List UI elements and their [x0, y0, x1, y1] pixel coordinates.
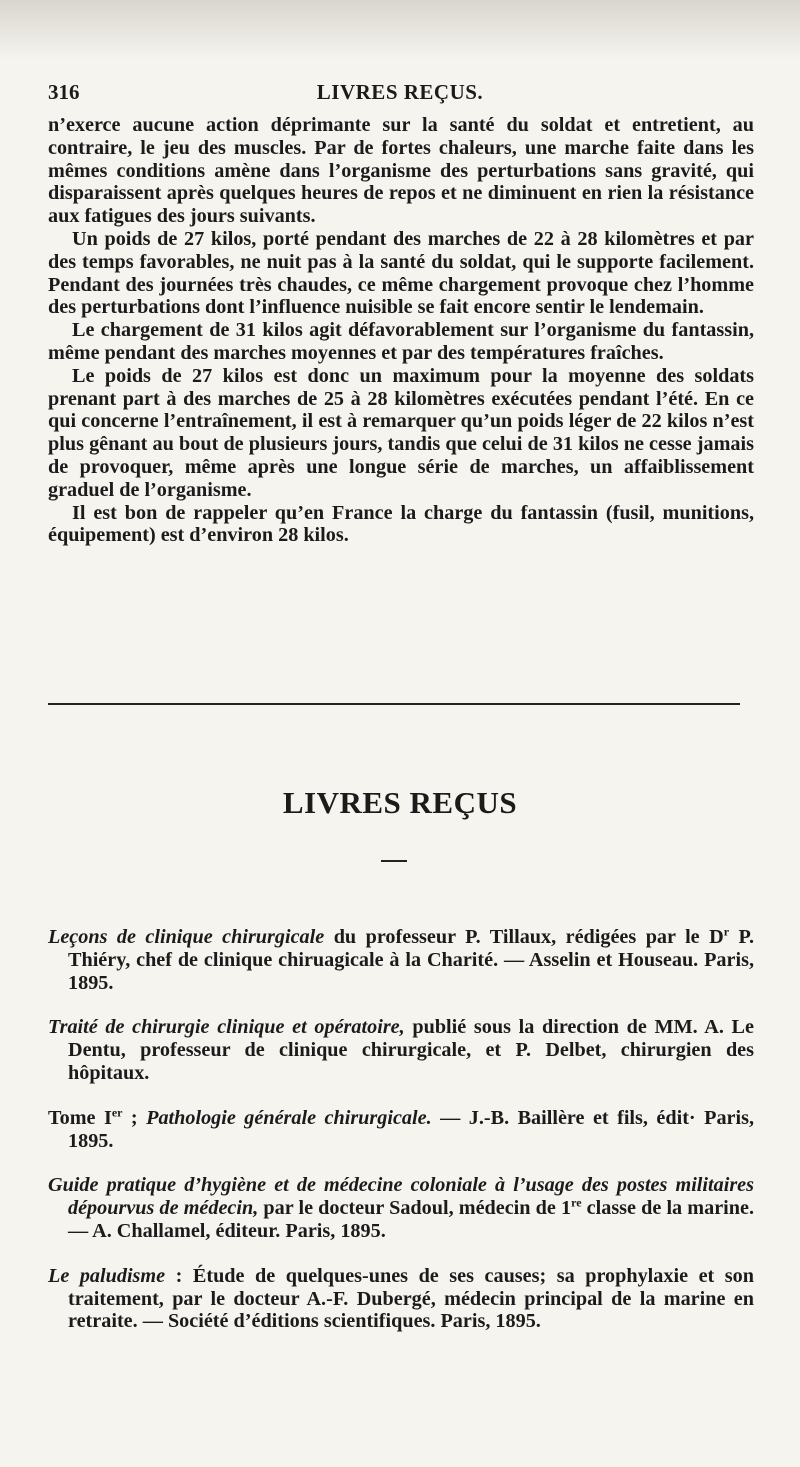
book-title: Le paludisme: [48, 1264, 166, 1287]
book-details: P. Thiéry, chef de clinique chiruagicale à la Charité. — Asselin et Houseau. Paris, 1895.: [68, 926, 754, 994]
book-details: par le docteur Sadoul, médecin de 1: [258, 1197, 572, 1220]
section-title: LIVRES REÇUS: [282, 785, 518, 820]
book-list: [48, 926, 754, 1355]
book-details: publié sous la direction de MM. A. Le Dentu, professeur de clinique chirurgicale, et P. Delbet, chirurgien des hôpitaux.: [68, 1016, 754, 1084]
book-entry: [48, 1265, 754, 1333]
article-body: [48, 114, 754, 547]
running-title: LIVRES REÇUS.: [316, 80, 484, 104]
paragraph: n’exerce aucune action déprimante sur la santé du soldat et entretient, au contraire, le jeu des muscles. Par de fortes chaleurs, une marche faite dans les mêmes conditions amène dans l’organisme des perturbations sans gravité, qui disparaissent après quelques heures de repos et ne diminuent en rien la résistance aux fatigues des jours suivants.: [48, 114, 754, 228]
paragraph: Un poids de 27 kilos, porté pendant des marches de 22 à 28 kilomètres et par des temps favorables, ne nuit pas à la santé du soldat, qui le supporte facilement. Pendant des journées très chaudes, ce même chargement provoque chez l’homme des perturbations dont l’influence nuisible se fait encore sentir le lendemain.: [48, 227, 754, 319]
book-entry: [48, 1107, 754, 1153]
book-details: — J.-B. Baillère et fils, édit· Paris, 1895.: [68, 1106, 755, 1152]
book-entry: [48, 1174, 754, 1242]
volume-label: Tome I: [48, 1106, 112, 1129]
book-entry: [48, 926, 754, 994]
book-title: Traité de chirurgie clinique et opératoire,: [48, 1016, 405, 1039]
paragraph: Le poids de 27 kilos est donc un maximum pour la moyenne des soldats prenant part à des marches de 25 à 28 kilomètres exécutées pendant l’été. En ce qui concerne l’entraînement, il est à remarquer qu’un poids léger de 22 kilos n’est plus gênant au bout de plusieurs jours, tandis que celui de 31 kilos ne cesse jamais de provoquer, même après une longue série de marches, un affaiblissement graduel de l’organisme.: [48, 364, 754, 501]
separator: ;: [122, 1106, 147, 1129]
book-details: : Étude de quelques-unes de ses causes; sa prophylaxie et son traitement, par le docteur A.-F. Dubergé, médecin principal de la marine en retraite. — Société d’éditions scientifiques. Paris, 1895.: [68, 1264, 754, 1333]
title-dash: [381, 860, 407, 862]
paragraph: Le chargement de 31 kilos agit défavorablement sur l’organisme du fantassin, même pendant des marches moyennes et par des températures fraîches.: [48, 319, 754, 364]
book-details: classe de la marine. — A. Challamel, éditeur. Paris, 1895.: [68, 1197, 755, 1242]
page-edge-shadow: [0, 0, 800, 60]
paragraph: Il est bon de rappeler qu’en France la charge du fantassin (fusil, munitions, équipement) est d’environ 28 kilos.: [48, 501, 754, 547]
page-number: 316: [48, 80, 80, 104]
book-title: Pathologie générale chirurgicale.: [146, 1106, 432, 1129]
superscript: r: [723, 924, 730, 939]
section-divider: [48, 703, 740, 705]
book-title: Leçons de clinique chirurgicale: [48, 926, 325, 948]
superscript: re: [571, 1195, 582, 1210]
page-header: [48, 80, 752, 112]
book-title: Guide pratique d’hygiène et de médecine coloniale à l’usage des postes militaires dépourvus de médecin,: [48, 1174, 754, 1220]
book-entry: [48, 1016, 754, 1084]
book-details: du professeur P. Tillaux, rédigées par le D: [333, 926, 724, 948]
superscript: er: [111, 1105, 123, 1120]
